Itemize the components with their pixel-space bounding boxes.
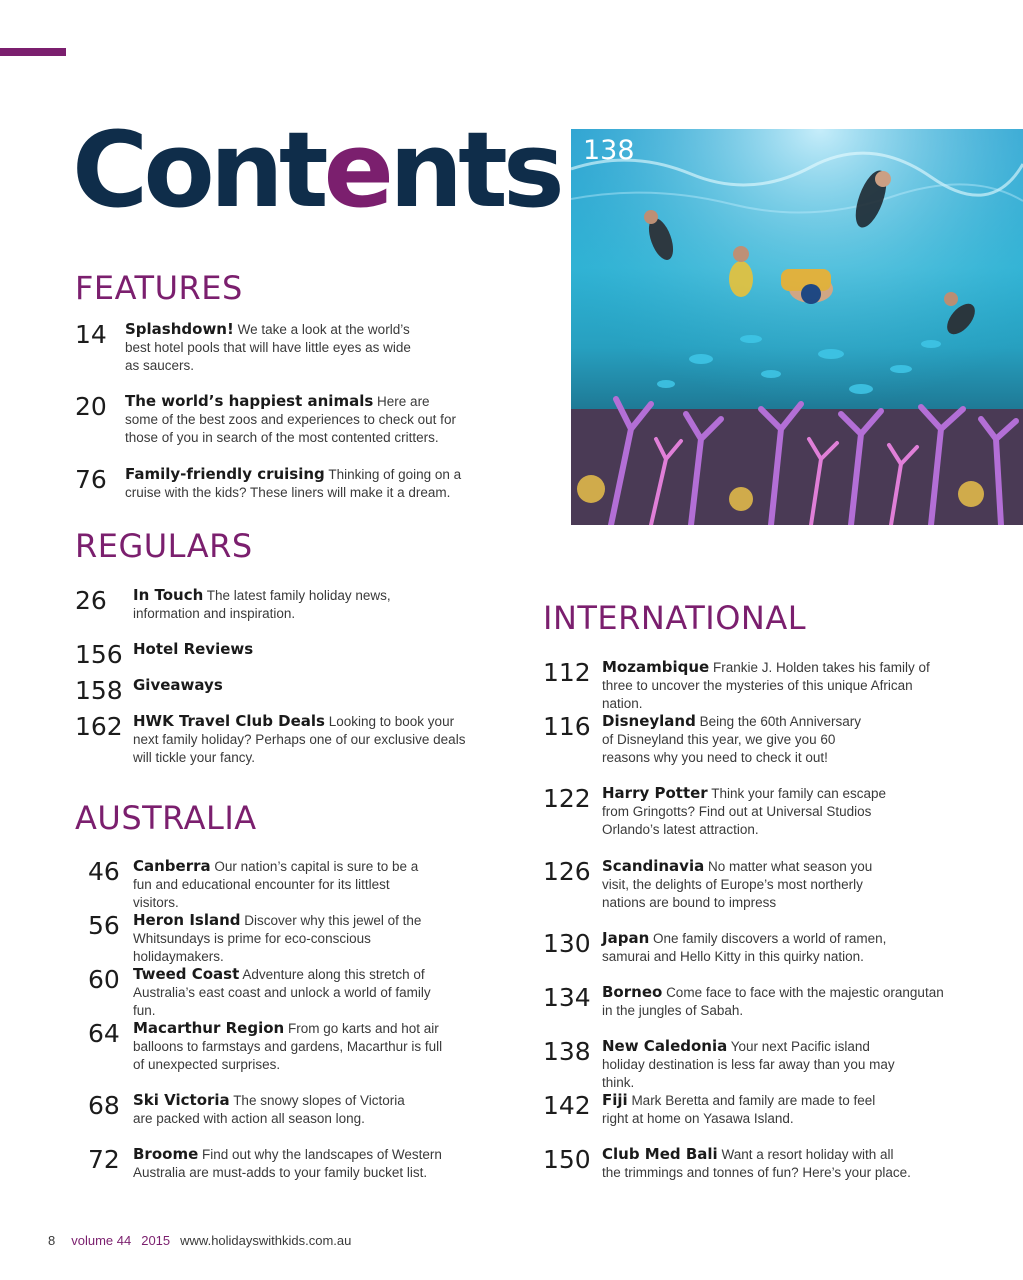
entry-text xyxy=(602,712,872,767)
international-entry-fiji[interactable] xyxy=(543,1091,1013,1128)
australia-entry-tweed-coast[interactable] xyxy=(88,965,508,1020)
entry-description: Our nation’s capital is sure to be a fun and educational encounter for its littlest visitors. xyxy=(133,859,419,910)
section-heading-regulars: REGULARS xyxy=(75,527,253,565)
entry-description: No matter what season you visit, the delights of Europe’s most northerly nations are bound to impress xyxy=(602,859,873,910)
feature-entry-cruising[interactable] xyxy=(75,465,495,502)
page-number: 156 xyxy=(75,640,123,669)
entry-description: Want a resort holiday with all the trimmings and tonnes of fun? Here’s your place. xyxy=(602,1147,911,1180)
title-text-end: nts xyxy=(389,109,560,231)
entry-text xyxy=(133,676,463,695)
entry-headline: Mozambique xyxy=(602,658,710,676)
footer-volume: volume 44 xyxy=(71,1233,132,1248)
title-text-start: Cont xyxy=(72,109,324,231)
international-entry-disneyland[interactable] xyxy=(543,712,1013,767)
entry-headline: Disneyland xyxy=(602,712,696,730)
photo-page-number: 138 xyxy=(583,135,635,166)
entry-text xyxy=(602,857,897,912)
international-entry-harry-potter[interactable] xyxy=(543,784,1013,839)
entry-description: Think your family can escape from Gringotts? Find out at Universal Studios Orlando’s latest attraction. xyxy=(602,786,887,837)
regular-entry-hotel-reviews[interactable] xyxy=(75,640,495,667)
page-number: 150 xyxy=(543,1145,591,1174)
feature-entry-happiest-animals[interactable] xyxy=(75,392,495,447)
entry-text xyxy=(133,1145,443,1182)
section-heading-australia: AUSTRALIA xyxy=(75,799,257,837)
footer-url-link[interactable]: www.holidayswithkids.com.au xyxy=(180,1233,352,1248)
entry-text xyxy=(602,658,947,713)
title-accent-letter: e xyxy=(323,109,390,231)
entry-headline: Ski Victoria xyxy=(133,1091,230,1109)
entry-text xyxy=(133,586,391,623)
international-entry-scandinavia[interactable] xyxy=(543,857,1013,912)
page-number: 26 xyxy=(75,586,107,615)
snorkeling-photo[interactable] xyxy=(571,129,1023,525)
entry-text xyxy=(602,1037,912,1092)
entry-headline: Fiji xyxy=(602,1091,628,1109)
entry-description: We take a look at the world’s best hotel pools that will have little eyes as wide as saucers. xyxy=(125,322,411,373)
entry-text xyxy=(133,857,433,912)
entry-text xyxy=(125,392,463,447)
regular-entry-giveaways[interactable] xyxy=(75,676,495,703)
page-number: 76 xyxy=(75,465,107,494)
entry-description: Discover why this jewel of the Whitsundays is prime for eco-conscious holidaymakers. xyxy=(133,913,422,964)
australia-entry-heron-island[interactable] xyxy=(88,911,508,966)
page-number: 130 xyxy=(543,929,591,958)
page-number: 134 xyxy=(543,983,591,1012)
page-number: 162 xyxy=(75,712,123,741)
entry-text xyxy=(133,712,478,767)
international-entry-mozambique[interactable] xyxy=(543,658,1013,713)
page-number: 60 xyxy=(88,965,120,994)
page-number: 68 xyxy=(88,1091,120,1120)
entry-text xyxy=(602,1091,877,1128)
international-entry-japan[interactable] xyxy=(543,929,1013,966)
entry-headline: Splashdown! xyxy=(125,320,234,338)
international-entry-new-caledonia[interactable] xyxy=(543,1037,1013,1092)
entry-text xyxy=(602,929,932,966)
entry-headline: Tweed Coast xyxy=(133,965,240,983)
entry-headline: Hotel Reviews xyxy=(133,640,254,658)
entry-text xyxy=(133,1091,408,1128)
entry-headline: Harry Potter xyxy=(602,784,708,802)
coral-reef-illustration xyxy=(571,129,1023,525)
page-number: 72 xyxy=(88,1145,120,1174)
regular-entry-in-touch[interactable] xyxy=(75,586,495,623)
entry-headline: Borneo xyxy=(602,983,663,1001)
entry-description: Find out why the landscapes of Western Australia are must-adds to your family bucket list. xyxy=(133,1147,442,1180)
entry-description: The snowy slopes of Victoria are packed with action all season long. xyxy=(133,1093,405,1126)
entry-headline: Japan xyxy=(602,929,650,947)
entry-text xyxy=(602,983,947,1020)
entry-headline: The world’s happiest animals xyxy=(125,392,374,410)
page-number: 64 xyxy=(88,1019,120,1048)
page-number: 126 xyxy=(543,857,591,886)
entry-text xyxy=(602,784,887,839)
entry-description: Here are some of the best zoos and experiences to check out for those of you in search of the most contented critters. xyxy=(125,394,456,445)
entry-headline: Giveaways xyxy=(133,676,223,694)
footer-page-number: 8 xyxy=(48,1233,56,1248)
entry-headline: Heron Island xyxy=(133,911,241,929)
australia-entry-macarthur-region[interactable] xyxy=(88,1019,508,1074)
entry-headline: Club Med Bali xyxy=(602,1145,718,1163)
entry-description: Frankie J. Holden takes his family of three to uncover the mysteries of this unique African nation. xyxy=(602,660,930,711)
australia-entry-ski-victoria[interactable] xyxy=(88,1091,508,1128)
section-heading-international: INTERNATIONAL xyxy=(543,599,807,637)
entry-headline: Broome xyxy=(133,1145,199,1163)
page-number: 158 xyxy=(75,676,123,705)
entry-description: Come face to face with the majestic orangutan in the jungles of Sabah. xyxy=(602,985,944,1018)
page-number: 112 xyxy=(543,658,591,687)
entry-description: Looking to book your next family holiday? Perhaps one of our exclusive deals will tickle your fancy. xyxy=(133,714,466,765)
australia-entry-broome[interactable] xyxy=(88,1145,508,1182)
entry-description: Your next Pacific island holiday destination is less far away than you may think. xyxy=(602,1039,895,1090)
entry-description: Being the 60th Anniversary of Disneyland this year, we give you 60 reasons why you need to check it out! xyxy=(602,714,861,765)
page-title xyxy=(72,109,560,231)
entry-description: Thinking of going on a cruise with the kids? These liners will make it a dream. xyxy=(125,467,462,500)
entry-text xyxy=(133,1019,448,1074)
entry-headline: Macarthur Region xyxy=(133,1019,285,1037)
entry-description: One family discovers a world of ramen, samurai and Hello Kitty in this quirky nation. xyxy=(602,931,887,964)
page-number: 46 xyxy=(88,857,120,886)
entry-text xyxy=(125,320,425,375)
entry-description: Adventure along this stretch of Australia’s east coast and unlock a world of family fun. xyxy=(133,967,431,1018)
entry-text xyxy=(133,911,463,966)
entry-headline: In Touch xyxy=(133,586,204,604)
regular-entry-travel-club-deals[interactable] xyxy=(75,712,495,767)
australia-entry-canberra[interactable] xyxy=(88,857,508,912)
page-number: 122 xyxy=(543,784,591,813)
page-number: 14 xyxy=(75,320,107,349)
feature-entry-splashdown[interactable] xyxy=(75,320,495,375)
page-number: 138 xyxy=(543,1037,591,1066)
entry-headline: HWK Travel Club Deals xyxy=(133,712,325,730)
entry-description: From go karts and hot air balloons to farmstays and gardens, Macarthur is full of unexpected surprises. xyxy=(133,1021,443,1072)
entry-text xyxy=(133,965,453,1020)
entry-text xyxy=(125,465,465,502)
entry-description: Mark Beretta and family are made to feel right at home on Yasawa Island. xyxy=(602,1093,876,1126)
section-heading-features: FEATURES xyxy=(75,269,243,307)
entry-description: The latest family holiday news, information and inspiration. xyxy=(133,588,391,621)
page-number: 20 xyxy=(75,392,107,421)
entry-headline: Scandinavia xyxy=(602,857,705,875)
entry-text xyxy=(602,1145,912,1182)
entry-headline: Family-friendly cruising xyxy=(125,465,325,483)
page-footer xyxy=(48,1233,351,1249)
entry-text xyxy=(133,640,463,659)
page-number: 142 xyxy=(543,1091,591,1120)
footer-year: 2015 xyxy=(141,1233,171,1248)
international-entry-borneo[interactable] xyxy=(543,983,1013,1020)
top-accent-bar xyxy=(0,48,66,56)
page-number: 116 xyxy=(543,712,591,741)
international-entry-club-med-bali[interactable] xyxy=(543,1145,1013,1182)
page-number: 56 xyxy=(88,911,120,940)
entry-headline: Canberra xyxy=(133,857,211,875)
entry-headline: New Caledonia xyxy=(602,1037,728,1055)
